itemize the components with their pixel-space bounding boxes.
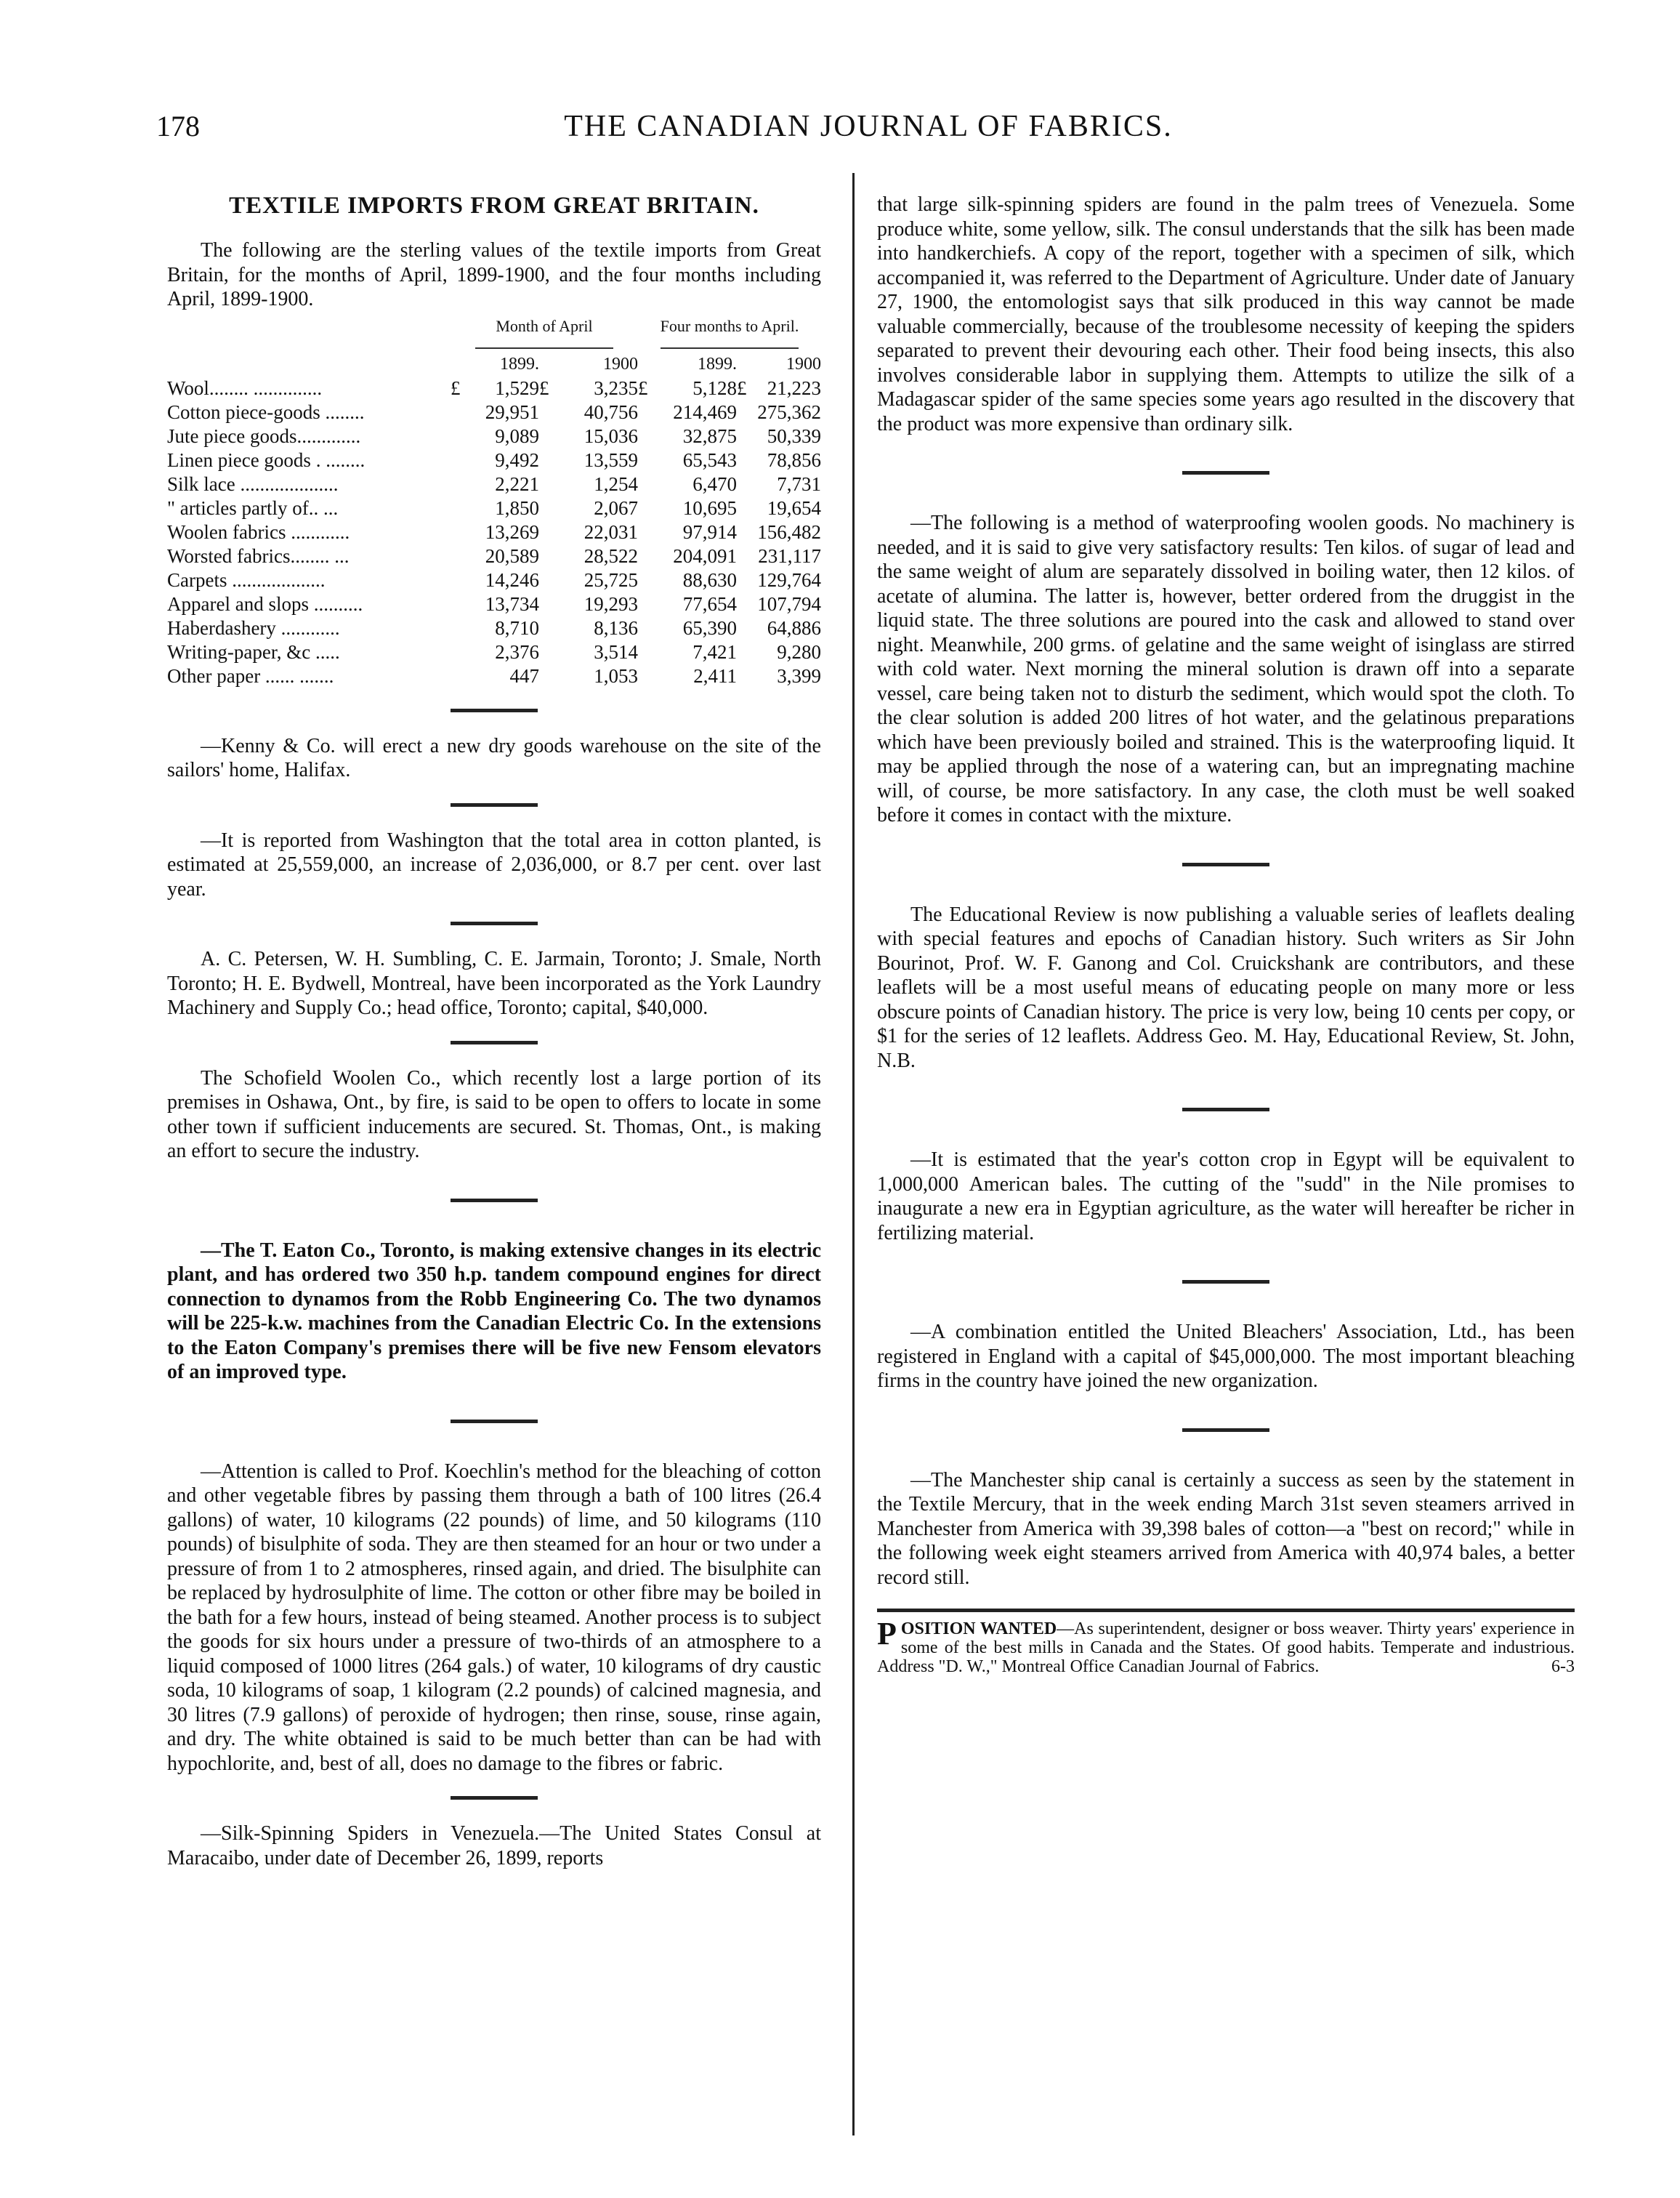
table-body bbox=[167, 377, 821, 688]
table-group-header bbox=[167, 318, 821, 353]
row-value: 447 bbox=[509, 664, 539, 687]
row-value: 19,293 bbox=[583, 592, 638, 615]
currency-symbol bbox=[638, 424, 657, 448]
currency-symbol bbox=[737, 544, 756, 568]
year-header: 1899. bbox=[500, 354, 539, 374]
table-row bbox=[167, 448, 821, 472]
currency-symbol bbox=[638, 616, 657, 640]
currency-symbol: £ bbox=[539, 377, 549, 399]
row-value: 40,756 bbox=[583, 400, 638, 423]
table-row bbox=[167, 640, 821, 664]
row-value: 10,695 bbox=[682, 496, 737, 519]
table-row bbox=[167, 616, 821, 640]
currency-symbol bbox=[737, 520, 756, 544]
currency-symbol bbox=[539, 448, 558, 472]
item-spiders-start: —Silk-Spinning Spiders in Venezuela.—The United States Consul at Maracaibo, under date of December 26, 1899, reports bbox=[167, 1822, 821, 1869]
currency-symbol bbox=[451, 640, 469, 664]
item-educational: The Educational Review is now publishing a valuable series of leaflets dealing with special features and epochs of Canadian history. Such writers as Sir John Bourinot, Prof. W. F. Ganong and Col. Cruickshank are contributors, and these leaflets will be a most useful means of educating people on many more or less obscure points of Canadian history. The price is very low, being 10 cents per copy, or $1 for the series of 12 leaflets. Address Geo. M. Hay, Educational Review, St. John, N.B. bbox=[877, 903, 1575, 1072]
table-row bbox=[167, 664, 821, 688]
currency-symbol bbox=[638, 640, 657, 664]
currency-symbol: £ bbox=[737, 377, 747, 399]
table-row bbox=[167, 377, 821, 400]
currency-symbol bbox=[737, 496, 756, 520]
row-value: 7,731 bbox=[777, 472, 821, 495]
row-value: 20,589 bbox=[485, 544, 539, 567]
row-value: 2,376 bbox=[495, 640, 539, 663]
separator bbox=[451, 1796, 538, 1800]
row-value: 9,089 bbox=[495, 424, 539, 447]
row-value: 14,246 bbox=[485, 568, 539, 591]
separator bbox=[451, 1199, 538, 1202]
separator bbox=[1182, 1108, 1269, 1111]
article-intro: The following are the sterling values of the textile imports from Great Britain, for the months of April, 1899-1900, and the four months including April, 1899-1900. bbox=[167, 239, 821, 310]
currency-symbol bbox=[737, 400, 756, 424]
item-bleachers: —A combination entitled the United Bleachers' Association, Ltd., has been registered in England with a capital of $45,000,000. The most important bleaching firms in the country have joined the new organization. bbox=[877, 1321, 1575, 1392]
column-divider bbox=[852, 173, 855, 2135]
row-value: 3,514 bbox=[594, 640, 638, 663]
currency-symbol bbox=[451, 616, 469, 640]
row-value: 50,339 bbox=[767, 424, 821, 447]
row-value: 78,856 bbox=[767, 448, 821, 471]
row-value: 9,492 bbox=[495, 448, 539, 471]
currency-symbol bbox=[451, 496, 469, 520]
row-value: 7,421 bbox=[692, 640, 737, 663]
currency-symbol bbox=[638, 496, 657, 520]
currency-symbol bbox=[539, 640, 558, 664]
currency-symbol bbox=[539, 496, 558, 520]
item-manchester: —The Manchester ship canal is certainly a success as seen by the statement in the Textile Mercury, that in the week ending March 31st seven steamers arrived in Manchester from America with 39,398 bales of cotton—a "best on record;" while in the following week eight steamers arrived from America with 40,974 bales, a better record still. bbox=[877, 1468, 1575, 1589]
row-label: " articles partly of.. ... bbox=[167, 496, 339, 519]
currency-symbol: £ bbox=[638, 377, 648, 399]
currency-symbol: £ bbox=[451, 377, 461, 399]
year-header: 1900 bbox=[786, 354, 821, 374]
left-column bbox=[167, 193, 821, 1870]
notice-heading: OSITION WANTED bbox=[900, 1619, 1057, 1638]
separator bbox=[451, 922, 538, 925]
imports-table bbox=[167, 318, 821, 688]
currency-symbol bbox=[638, 592, 657, 616]
row-label: Worsted fabrics........ ... bbox=[167, 544, 350, 567]
item-eaton: —The T. Eaton Co., Toronto, is making extensive changes in its electric plant, and has ordered two 350 h.p. tandem compound engines for direct connection to dynamos from the Robb Engineering Co. The two dynamos will be 225-k.w. machines from the Canadian Electric Co. In the extensions to the Eaton Company's premises there will be five new Fensom elevators of an improved type. bbox=[167, 1239, 821, 1383]
currency-symbol bbox=[539, 400, 558, 424]
currency-symbol bbox=[451, 400, 469, 424]
item-schofield: The Schofield Woolen Co., which recently lost a large portion of its premises in Oshawa, Ont., by fire, is said to be open to offers to locate in some other town if sufficient inducements are secured. St. Thomas, Ont., is making an effort to secure the industry. bbox=[167, 1066, 821, 1162]
item-egypt: —It is estimated that the year's cotton crop in Egypt will be equivalent to 1,000,000 American bales. The cutting of the "sudd" in the Nile promises to inaugurate a new era in Egyptian agriculture, as the water will hereafter be richer in fertilizing material. bbox=[877, 1148, 1575, 1244]
row-value: 1,850 bbox=[495, 496, 539, 519]
currency-symbol bbox=[451, 664, 469, 688]
row-value: 156,482 bbox=[757, 520, 821, 543]
currency-symbol bbox=[539, 544, 558, 568]
page-header bbox=[156, 109, 1580, 153]
row-value: 15,036 bbox=[583, 424, 638, 447]
item-waterproofing: —The following is a method of waterproofing woolen goods. No machinery is needed, and it is said to give very satisfactory results: Ten kilos. of sugar of lead and the same weight of alum are separately dissolved in boiling water, then 12 kilos. of acetate of alumina. The latter is, however, better ordered from the druggist in the liquid state. The three solutions are poured into the cask and allowed to stand over night. Meanwhile, 200 grms. of gelatine and the same weight of isinglass are stirred with cold water. Next morning the mineral solution is drawn off into a separate vessel, care being taken not to disturb the sediment, which would spot the cloth. To the clear solution is added 200 litres of hot water, and the gelatinous preparations which have been previously boiled and strained. This is the waterproofing liquid. It may be applied through the nose of a watering can, but an impregnating machine will, of course, be more satisfactory. In any case, the cloth must be well soaked before it comes in contact with the mixture. bbox=[877, 512, 1575, 826]
row-value: 77,654 bbox=[682, 592, 737, 615]
row-value: 3,399 bbox=[777, 664, 821, 687]
item-koechlin: —Attention is called to Prof. Koechlin's method for the bleaching of cotton and other vegetable fibres by passing them through a bath of 100 litres (26.4 gallons) of water, 10 kilograms (22 pounds) of lime, and 50 kilograms (110 pounds) of bisulphite of soda. They are then steamed for an hour or two under a pressure of from 1 to 2 atmospheres, rinsed again, and dried. The bisulphite can be replaced by hydrosulphite of lime. The cotton or other fibre may be boiled in the bath for a few hours, instead of being steamed. Another process is to subject the goods for six hours under a pressure of two-thirds of an atmosphere to a liquid composed of 1000 litres (264 gals.) of water, 10 kilograms of dry caustic soda, 10 kilograms of soap, 1 kilogram (2.2 pounds) of calcined magnesia, and 30 litres (7.9 gallons) of peroxide of hydrogen; then rinse, souse, rinse again, and dry. The white obtained is said to be much better than can be had with hypochlorite, and, best of all, does no damage to the fibres or fabric. bbox=[167, 1460, 821, 1775]
group-month: Month of April bbox=[451, 318, 638, 353]
row-value: 25,725 bbox=[583, 568, 638, 591]
table-row bbox=[167, 424, 821, 448]
row-label: Linen piece goods . ........ bbox=[167, 448, 366, 471]
currency-symbol bbox=[638, 472, 657, 496]
group-four-months: Four months to April. bbox=[638, 318, 821, 353]
table-row bbox=[167, 568, 821, 592]
currency-symbol bbox=[737, 568, 756, 592]
row-value: 6,470 bbox=[692, 472, 737, 495]
row-value: 8,710 bbox=[495, 616, 539, 639]
notice-code: 6-3 bbox=[1551, 1657, 1575, 1676]
notice-text: —As superintendent, designer or boss weaver. Thirty years' experience in some of the best mills in Canada and the States. Of good habits. Temperate and industrious. Address "D. W.," Montreal Office Canadian Journal of Fabrics. bbox=[877, 1619, 1575, 1676]
row-value: 1,529 bbox=[495, 377, 539, 399]
currency-symbol bbox=[451, 544, 469, 568]
currency-symbol bbox=[737, 640, 756, 664]
table-row bbox=[167, 592, 821, 616]
row-value: 97,914 bbox=[682, 520, 737, 543]
row-value: 22,031 bbox=[583, 520, 638, 543]
row-label: Cotton piece-goods ........ bbox=[167, 400, 365, 423]
currency-symbol bbox=[737, 472, 756, 496]
row-value: 129,764 bbox=[757, 568, 821, 591]
currency-symbol bbox=[737, 616, 756, 640]
row-label: Jute piece goods............. bbox=[167, 424, 361, 447]
currency-symbol bbox=[451, 520, 469, 544]
currency-symbol bbox=[539, 472, 558, 496]
row-label: Carpets ................... bbox=[167, 568, 326, 591]
row-value: 2,411 bbox=[693, 664, 737, 687]
item-kenny: —Kenny & Co. will erect a new dry goods warehouse on the site of the sailors' home, Halifax. bbox=[167, 734, 821, 781]
currency-symbol bbox=[638, 664, 657, 688]
separator bbox=[451, 1420, 538, 1423]
table-row bbox=[167, 520, 821, 544]
currency-symbol bbox=[638, 544, 657, 568]
notice-drop-letter: P bbox=[877, 1616, 897, 1651]
currency-symbol bbox=[638, 568, 657, 592]
row-value: 28,522 bbox=[583, 544, 638, 567]
row-value: 275,362 bbox=[757, 400, 821, 423]
row-value: 3,235 bbox=[594, 377, 638, 399]
page-number: 178 bbox=[156, 110, 200, 142]
row-value: 13,734 bbox=[485, 592, 539, 615]
row-value: 231,117 bbox=[758, 544, 821, 567]
currency-symbol bbox=[539, 568, 558, 592]
row-value: 65,390 bbox=[682, 616, 737, 639]
row-value: 88,630 bbox=[682, 568, 737, 591]
journal-title: THE CANADIAN JOURNAL OF FABRICS. bbox=[564, 110, 1173, 143]
table-row bbox=[167, 496, 821, 520]
currency-symbol bbox=[638, 520, 657, 544]
currency-symbol bbox=[737, 448, 756, 472]
row-label: Haberdashery ............ bbox=[167, 616, 340, 639]
currency-symbol bbox=[451, 472, 469, 496]
currency-symbol bbox=[737, 592, 756, 616]
row-value: 19,654 bbox=[767, 496, 821, 519]
article-title: TEXTILE IMPORTS FROM GREAT BRITAIN. bbox=[229, 193, 759, 219]
currency-symbol bbox=[451, 568, 469, 592]
separator bbox=[1182, 1428, 1269, 1432]
currency-symbol bbox=[539, 520, 558, 544]
table-row bbox=[167, 472, 821, 496]
row-value: 13,559 bbox=[583, 448, 638, 471]
currency-symbol bbox=[451, 424, 469, 448]
row-value: 13,269 bbox=[485, 520, 539, 543]
separator bbox=[451, 803, 538, 807]
row-value: 32,875 bbox=[682, 424, 737, 447]
year-header: 1900 bbox=[603, 354, 638, 374]
table-row bbox=[167, 400, 821, 424]
row-label: Woolen fabrics ............ bbox=[167, 520, 350, 543]
currency-symbol bbox=[638, 448, 657, 472]
table-row bbox=[167, 544, 821, 568]
row-value: 5,128 bbox=[692, 377, 737, 399]
separator bbox=[451, 709, 538, 712]
row-value: 107,794 bbox=[757, 592, 821, 615]
currency-symbol bbox=[737, 664, 756, 688]
row-value: 64,886 bbox=[767, 616, 821, 639]
item-spiders-cont: that large silk-spinning spiders are found in the palm trees of Venezuela. Some produce white, some yellow, silk. The consul understands that the silk has been made into handkerchiefs. A copy of the report, together with a specimen of silk, which accompanied it, was referred to the Department of Agriculture. Under date of January 27, 1900, the entomologist says that silk produced in this way cannot be made valuable commercially, because of the troublesome necessity of keeping the spiders separated to prevent their devouring each other. Their food being insects, this also involves considerable labor in supplying them. Attempts to utilize the silk of a Madagascar spider of the same species some years ago resulted in the discovery that the product was more expensive than ordinary silk. bbox=[877, 193, 1575, 435]
year-header: 1899. bbox=[698, 354, 737, 374]
currency-symbol bbox=[539, 664, 558, 688]
row-value: 2,221 bbox=[495, 472, 539, 495]
currency-symbol bbox=[539, 616, 558, 640]
separator bbox=[451, 1041, 538, 1044]
row-label: Wool........ .............. bbox=[167, 377, 323, 399]
currency-symbol bbox=[638, 400, 657, 424]
row-value: 1,053 bbox=[594, 664, 638, 687]
table-year-header bbox=[167, 353, 821, 377]
row-value: 8,136 bbox=[594, 616, 638, 639]
row-value: 21,223 bbox=[767, 377, 821, 399]
row-value: 29,951 bbox=[485, 400, 539, 423]
row-label: Writing-paper, &c ..... bbox=[167, 640, 340, 663]
right-column bbox=[877, 193, 1575, 1676]
row-value: 9,280 bbox=[777, 640, 821, 663]
separator bbox=[1182, 1280, 1269, 1284]
currency-symbol bbox=[539, 424, 558, 448]
row-label: Other paper ...... ....... bbox=[167, 664, 334, 687]
separator bbox=[1182, 863, 1269, 866]
row-value: 65,543 bbox=[682, 448, 737, 471]
row-value: 214,469 bbox=[673, 400, 737, 423]
separator bbox=[1182, 471, 1269, 475]
currency-symbol bbox=[539, 592, 558, 616]
row-value: 204,091 bbox=[673, 544, 737, 567]
row-label: Apparel and slops .......... bbox=[167, 592, 363, 615]
item-cotton-area: —It is reported from Washington that the total area in cotton planted, is estimated at 25,559,000, an increase of 2,036,000, or 8.7 per cent. over last year. bbox=[167, 829, 821, 901]
row-value: 1,254 bbox=[594, 472, 638, 495]
currency-symbol bbox=[737, 424, 756, 448]
position-wanted-notice bbox=[877, 1609, 1575, 1676]
currency-symbol bbox=[451, 448, 469, 472]
row-label: Silk lace .................... bbox=[167, 472, 339, 495]
row-value: 2,067 bbox=[594, 496, 638, 519]
item-laundry: A. C. Petersen, W. H. Sumbling, C. E. Jarmain, Toronto; J. Smale, North Toronto; H. E. Bydwell, Montreal, have been incorporated as the York Laundry Machinery and Supply Co.; head office, Toronto; capital, $40,000. bbox=[167, 948, 821, 1019]
currency-symbol bbox=[451, 592, 469, 616]
